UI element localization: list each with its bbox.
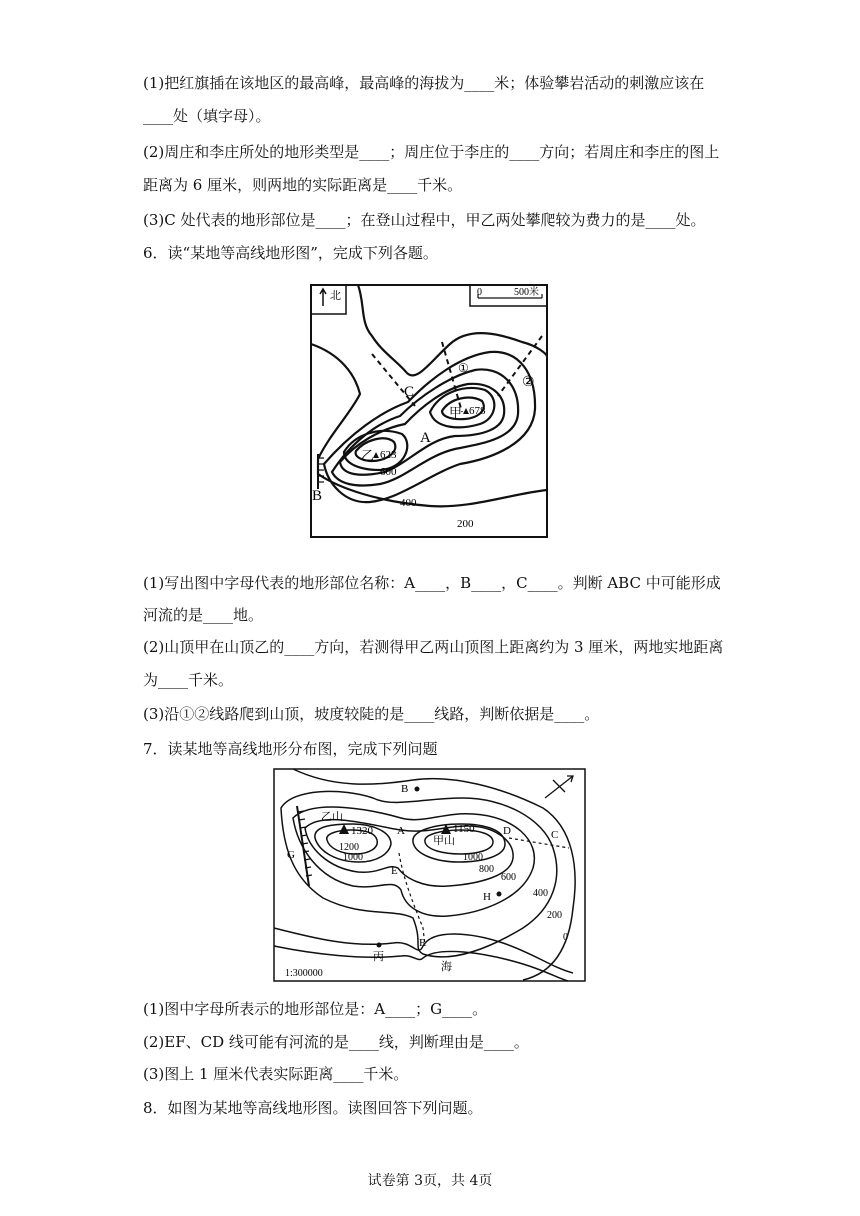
q7-title: 7．读某地等高线地形分布图，完成下列问题 — [143, 740, 438, 758]
peak-yi-elev: 623 — [380, 449, 397, 461]
contour-0-label: 0 — [563, 932, 568, 943]
contour-map-6-svg — [310, 284, 548, 538]
q6-title: 6．读“某地等高线地形图”，完成下列各题。 — [143, 244, 438, 262]
q5-3-line: (3)C 处代表的地形部位是____；在登山过程中，甲乙两处攀爬较为费力的是____处。 — [143, 211, 706, 229]
q6-2-line1: (2)山顶甲在山顶乙的____方向，若测得甲乙两山顶图上距离约为 3 厘米，两地实地距离 — [143, 638, 724, 656]
q7-3-line: (3)图上 1 厘米代表实际距离____千米。 — [143, 1065, 409, 1083]
label-H: H — [483, 891, 491, 903]
contour-1000-right-label: 1000 — [463, 852, 483, 863]
label-B: B — [312, 488, 323, 504]
label-A: A — [420, 430, 431, 446]
label-D: D — [503, 825, 511, 837]
page-footer: 试卷第 3页，共 4页 — [367, 1173, 493, 1189]
contour-1000-left-label: 1000 — [343, 852, 363, 863]
label-C: C — [551, 829, 559, 841]
peak-jia-label: 甲 — [449, 405, 463, 420]
q6-1-line1: (1)写出图中字母代表的地形部位名称：A____，B____，C____。判断 ABC 中可能形成 — [143, 574, 721, 592]
label-G: G — [287, 849, 295, 861]
contour-200-label: 200 — [547, 910, 562, 921]
q5-1-line2: ____处（填字母）。 — [143, 107, 271, 125]
peak-yi-label: 乙 — [361, 448, 375, 463]
peak-jia-elev: 678 — [469, 405, 486, 417]
label-A: A — [397, 825, 405, 837]
peak-yi-label: 乙山 — [321, 811, 343, 823]
peak-jia-label: 甲山 — [433, 835, 455, 847]
q7-2-line: (2)EF、CD 线可能有河流的是____线，判断理由是____。 — [143, 1033, 529, 1051]
q5-2-line2: 距离为 6 厘米，则两地的实际距离是____千米。 — [143, 176, 463, 194]
q6-3-line: (3)沿①②线路爬到山顶，坡度较陡的是____线路，判断依据是____。 — [143, 705, 600, 723]
route-2-label: ② — [522, 375, 535, 390]
contour-600-label: 600 — [380, 466, 397, 478]
scale-zero: 0 — [477, 287, 482, 298]
point-bing-dot — [377, 943, 382, 948]
q5-1-line1: (1)把红旗插在该地区的最高峰，最高峰的海拔为____米；体验攀岩活动的刺激应该在 — [143, 74, 705, 92]
label-bing: 丙 — [373, 951, 384, 963]
label-F: F — [419, 937, 426, 949]
contour-600-label: 600 — [501, 872, 516, 883]
peak-jia-elev: 1150 — [453, 823, 475, 835]
scale-end: 500米 — [514, 287, 539, 298]
peak-yi-elev: 1320 — [351, 825, 373, 837]
contour-map-6 — [310, 284, 548, 538]
point-B-dot — [415, 787, 420, 792]
q6-1-line2: 河流的是____地。 — [143, 606, 264, 624]
route-1-label: ① — [458, 361, 469, 375]
contour-400-label: 400 — [400, 497, 417, 509]
contour-800-label: 800 — [479, 864, 494, 875]
label-B: B — [401, 783, 409, 795]
contour-map-7 — [273, 768, 586, 982]
contour-400-label: 400 — [533, 888, 548, 899]
q7-1-line: (1)图中字母所表示的地形部位是：A____；G____。 — [143, 1000, 488, 1018]
contour-200-label: 200 — [457, 518, 474, 530]
contour-map-7-svg — [273, 768, 586, 982]
north-label: 北 — [330, 290, 341, 302]
label-E: E — [391, 865, 398, 877]
map-scale: 1:300000 — [285, 968, 323, 979]
q8-title: 8．如图为某地等高线地形图。读图回答下列问题。 — [143, 1099, 483, 1117]
point-H-dot — [497, 892, 502, 897]
contour-1200-label: 1200 — [339, 842, 359, 853]
q5-2-line1: (2)周庄和李庄所处的地形类型是____；周庄位于李庄的____方向；若周庄和李庄的图上 — [143, 143, 720, 161]
q6-2-line2: 为____千米。 — [143, 671, 234, 689]
label-sea: 海 — [441, 961, 452, 973]
label-C: C — [404, 384, 415, 400]
